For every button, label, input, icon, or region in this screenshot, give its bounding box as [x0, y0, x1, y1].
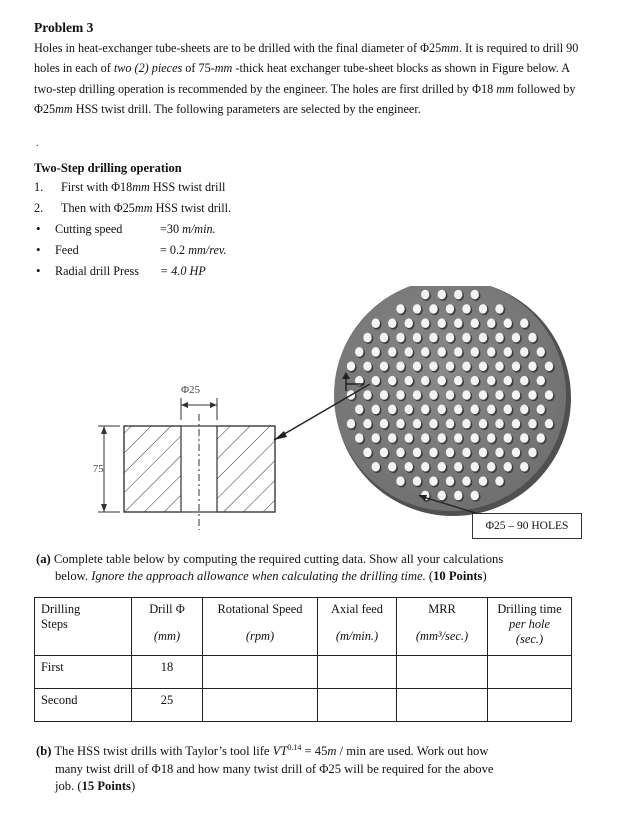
hole	[438, 491, 446, 501]
hole	[471, 462, 479, 472]
hole	[537, 376, 545, 386]
hole	[380, 361, 388, 371]
hole	[446, 419, 454, 429]
hole	[462, 333, 470, 343]
hole	[413, 361, 421, 371]
hole	[487, 405, 495, 415]
step-text-1: First with Φ18mm HSS twist drill	[61, 180, 226, 194]
dim-label-height: 75	[93, 464, 104, 475]
param-label-press: Radial drill Press	[55, 264, 139, 278]
hole	[438, 433, 446, 443]
hole	[396, 361, 404, 371]
hole	[372, 318, 380, 328]
hole	[421, 318, 429, 328]
hole	[429, 361, 437, 371]
hole	[388, 462, 396, 472]
cell-drill: 25	[132, 689, 203, 722]
hole	[487, 347, 495, 357]
hole	[363, 361, 371, 371]
hole	[388, 347, 396, 357]
hole	[512, 419, 520, 429]
hole	[413, 333, 421, 343]
hole	[429, 419, 437, 429]
step-number-1: 1.	[34, 180, 44, 194]
arrow-right-icon	[210, 402, 217, 408]
cell-drill: 18	[132, 656, 203, 689]
stray-dot: .	[36, 138, 39, 149]
hole	[396, 304, 404, 314]
dim-label-width: Φ25	[181, 384, 201, 396]
hole	[363, 419, 371, 429]
cell-step: First	[35, 656, 132, 689]
hole	[396, 419, 404, 429]
hole	[396, 390, 404, 400]
hole	[495, 361, 503, 371]
question-b: (b) The HSS twist drills with Taylor’s tool life $VT^{0.14} = 45m / \min$ are used. Work out how many twist drill of Φ18 and how many twist drill of Φ25 will be required for the above job. (15 Points)	[36, 743, 494, 794]
hole	[454, 405, 462, 415]
hole	[495, 476, 503, 486]
hole	[462, 476, 470, 486]
hole	[479, 361, 487, 371]
cell-speed[interactable]	[203, 689, 318, 722]
hole	[471, 405, 479, 415]
hole	[487, 433, 495, 443]
hole	[471, 347, 479, 357]
cell-feed[interactable]	[318, 689, 397, 722]
hole	[528, 333, 536, 343]
hole	[446, 476, 454, 486]
param-value-press: = 4.0 HP	[160, 264, 206, 278]
hole	[495, 448, 503, 458]
hole	[438, 376, 446, 386]
hole	[372, 462, 380, 472]
hole	[512, 333, 520, 343]
hole	[537, 347, 545, 357]
hole	[446, 448, 454, 458]
bullet-icon: •	[36, 263, 41, 278]
bullet-icon: •	[36, 221, 41, 236]
cell-time[interactable]	[488, 689, 572, 722]
header-mrr: MRR (mm³/sec.)	[397, 598, 488, 656]
hole	[363, 390, 371, 400]
hole	[504, 433, 512, 443]
hole	[405, 347, 413, 357]
hole	[454, 462, 462, 472]
hole	[413, 448, 421, 458]
hole	[421, 405, 429, 415]
hole	[405, 376, 413, 386]
hole	[405, 405, 413, 415]
cell-feed[interactable]	[318, 656, 397, 689]
header-steps: Drilling Steps	[35, 598, 132, 656]
hole	[355, 433, 363, 443]
cell-time[interactable]	[488, 656, 572, 689]
hole	[471, 290, 479, 300]
tube-sheet-drawing	[270, 286, 600, 536]
hole	[438, 347, 446, 357]
step-text-2: Then with Φ25mm HSS twist drill.	[61, 201, 232, 215]
hole	[520, 376, 528, 386]
table-row	[35, 689, 572, 722]
hole	[471, 491, 479, 501]
hole	[504, 405, 512, 415]
problem-intro: Holes in heat-exchanger tube-sheets are to be drilled with the final diameter of Φ25mm. It is required to drill 90 holes in each of two (2) pieces of 75-mm -thick heat exchanger tube-sheet blocks as shown in Figure below. A two-step drilling operation is recommended by the engineer. The holes are first drilled by Φ18 mm followed by Φ25mm HSS twist drill. The following parameters are selected by the engineer.	[34, 41, 579, 116]
hole	[438, 405, 446, 415]
hole	[479, 476, 487, 486]
hole	[388, 405, 396, 415]
hole	[454, 376, 462, 386]
hole	[429, 304, 437, 314]
hole	[446, 390, 454, 400]
hole	[495, 304, 503, 314]
hole	[413, 476, 421, 486]
hole	[504, 376, 512, 386]
hole	[380, 333, 388, 343]
hole	[446, 304, 454, 314]
hole	[355, 347, 363, 357]
block-right-hatch	[217, 426, 275, 512]
hole	[429, 476, 437, 486]
hole	[462, 361, 470, 371]
cross-section-drawing	[80, 378, 290, 538]
hole	[495, 390, 503, 400]
hole	[537, 433, 545, 443]
hole	[504, 462, 512, 472]
hole	[520, 462, 528, 472]
hole	[462, 448, 470, 458]
operation-heading: Two-Step drilling operation	[34, 161, 182, 175]
hole	[471, 376, 479, 386]
holes-label: Φ25 – 90 HOLES	[472, 513, 582, 539]
bullet-icon: •	[36, 242, 41, 257]
hole	[454, 433, 462, 443]
hole	[512, 448, 520, 458]
hole	[487, 462, 495, 472]
hole	[454, 347, 462, 357]
hole	[446, 361, 454, 371]
hole	[537, 405, 545, 415]
hole	[429, 333, 437, 343]
hole	[421, 376, 429, 386]
param-value-feed: = 0.2 mm/rev.	[160, 243, 227, 257]
hole	[504, 318, 512, 328]
table-header-row	[35, 598, 572, 656]
hole	[520, 347, 528, 357]
hole	[388, 433, 396, 443]
hole	[438, 290, 446, 300]
hole	[421, 290, 429, 300]
hole	[462, 390, 470, 400]
hole	[520, 405, 528, 415]
hole	[413, 419, 421, 429]
hole	[545, 419, 553, 429]
hole	[405, 433, 413, 443]
hole	[372, 376, 380, 386]
hole	[380, 448, 388, 458]
arrow-head-icon	[274, 431, 287, 440]
hole	[347, 419, 355, 429]
hole	[528, 390, 536, 400]
hole	[438, 318, 446, 328]
hole	[479, 390, 487, 400]
hole	[471, 433, 479, 443]
hole	[479, 419, 487, 429]
hole	[520, 318, 528, 328]
hole	[429, 390, 437, 400]
hole	[545, 390, 553, 400]
hole	[429, 448, 437, 458]
hole	[462, 419, 470, 429]
hole	[405, 462, 413, 472]
hole	[363, 333, 371, 343]
header-speed: Rotational Speed (rpm)	[203, 598, 318, 656]
hole	[471, 318, 479, 328]
hole	[512, 390, 520, 400]
hole	[454, 290, 462, 300]
arrow-down-icon	[101, 504, 107, 512]
table-row	[35, 656, 572, 689]
hole	[446, 333, 454, 343]
hole	[454, 491, 462, 501]
hole	[372, 405, 380, 415]
cell-step: Second	[35, 689, 132, 722]
block-left-hatch	[124, 426, 181, 512]
hole	[388, 376, 396, 386]
hole	[396, 476, 404, 486]
cutting-data-table	[34, 597, 572, 722]
hole	[438, 462, 446, 472]
hole	[413, 390, 421, 400]
hole	[380, 419, 388, 429]
cell-mrr[interactable]	[397, 689, 488, 722]
param-value-speed: =30 m/min.	[160, 222, 216, 236]
hole	[520, 433, 528, 443]
problem-title: Problem 3	[34, 20, 94, 35]
cell-mrr[interactable]	[397, 656, 488, 689]
hole	[421, 347, 429, 357]
hole	[479, 448, 487, 458]
param-label-feed: Feed	[55, 243, 79, 257]
hole	[462, 304, 470, 314]
hole	[355, 405, 363, 415]
hole	[479, 304, 487, 314]
hole	[388, 318, 396, 328]
question-a: (a) Complete table below by computing the required cutting data. Show all your calculations below. Ignore the approach allowance when calculating the drilling time. (10 Points)	[36, 552, 504, 583]
hole	[405, 318, 413, 328]
hole	[372, 433, 380, 443]
hole	[528, 419, 536, 429]
hole	[512, 361, 520, 371]
hole	[504, 347, 512, 357]
hole	[396, 333, 404, 343]
hole	[380, 390, 388, 400]
arrow-up-icon	[101, 426, 107, 434]
hole	[479, 333, 487, 343]
hole	[495, 419, 503, 429]
cell-speed[interactable]	[203, 656, 318, 689]
hole	[545, 361, 553, 371]
hole	[421, 462, 429, 472]
header-time: Drilling time per hole (sec.)	[488, 598, 572, 656]
hole	[413, 304, 421, 314]
arrow-left-icon	[181, 402, 188, 408]
header-feed: Axial feed (m/min.)	[318, 598, 397, 656]
header-drill: Drill Φ (mm)	[132, 598, 203, 656]
hole	[396, 448, 404, 458]
param-label-speed: Cutting speed	[55, 222, 123, 236]
hole	[495, 333, 503, 343]
hole	[528, 448, 536, 458]
hole	[363, 448, 371, 458]
hole	[454, 318, 462, 328]
hole	[487, 376, 495, 386]
hole	[528, 361, 536, 371]
hole	[421, 433, 429, 443]
hole	[487, 318, 495, 328]
step-number-2: 2.	[34, 201, 44, 215]
hole	[372, 347, 380, 357]
hole	[347, 361, 355, 371]
